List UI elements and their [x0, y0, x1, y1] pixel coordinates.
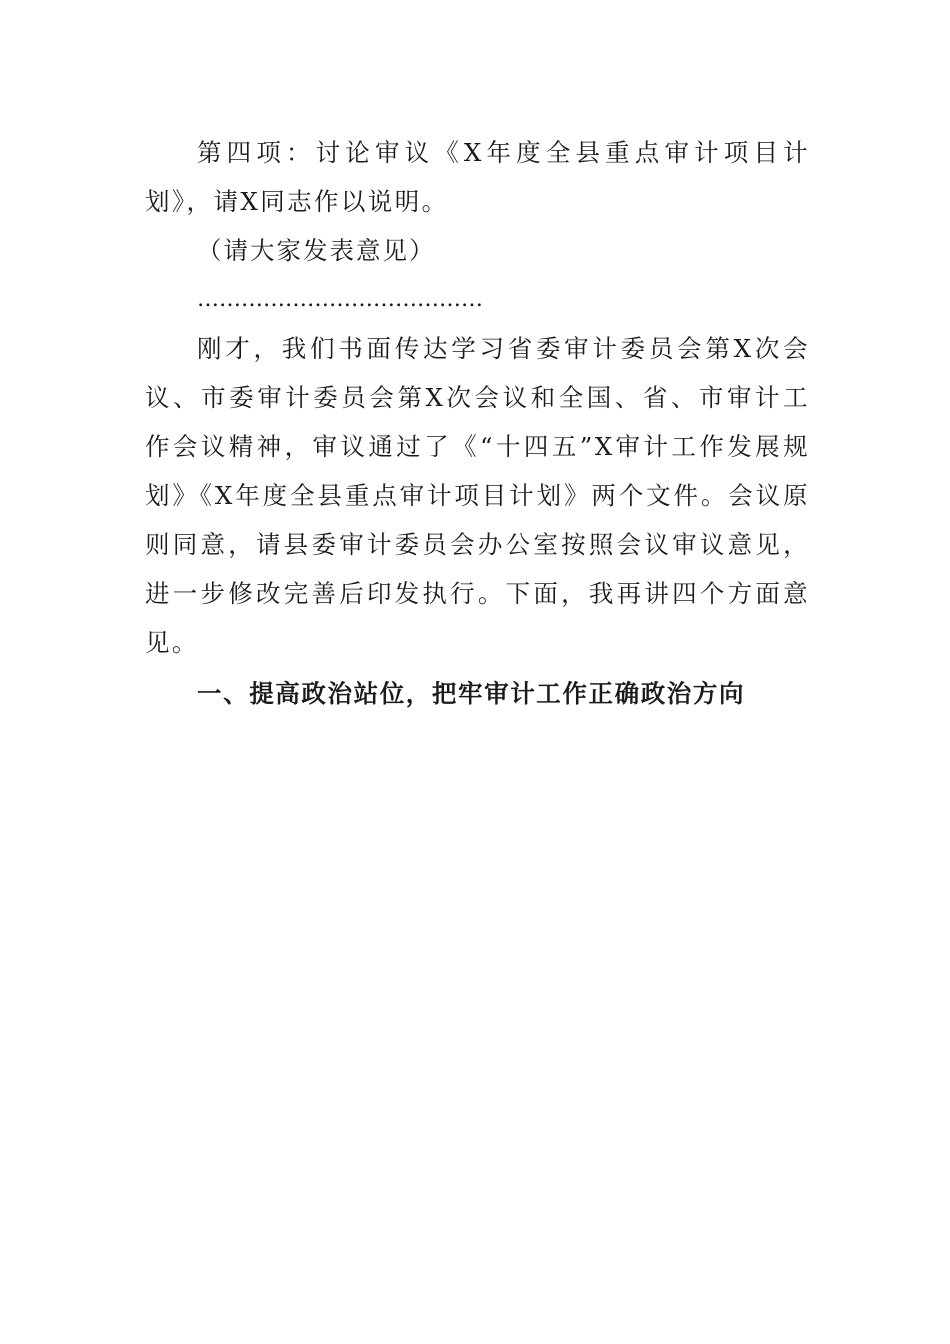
ellipsis-separator: ………………………………… — [197, 287, 483, 312]
document-body — [145, 128, 810, 718]
agenda-item-four: 第四项：讨论审议《X年度全县重点审计项目计划》，请X同志作以说明。 — [145, 138, 810, 216]
summary-paragraph: 刚才，我们书面传达学习省委审计委员会第X次会议、市委审计委员会第X次会议和全国、省、市审计工作会议精神，审议通过了《“十四五”X审计工作发展规划》《X年度全县重点审计项目计划》两个文件。会议原则同意，请县委审计委员会办公室按照会议审议意见，进一步修改完善后印发执行。下面，我再讲四个方面意见。 — [145, 334, 810, 657]
discussion-note: （请大家发表意见） — [197, 236, 436, 265]
section-heading: 一、提高政治站位，把牢审计工作正确政治方向 — [197, 679, 746, 708]
